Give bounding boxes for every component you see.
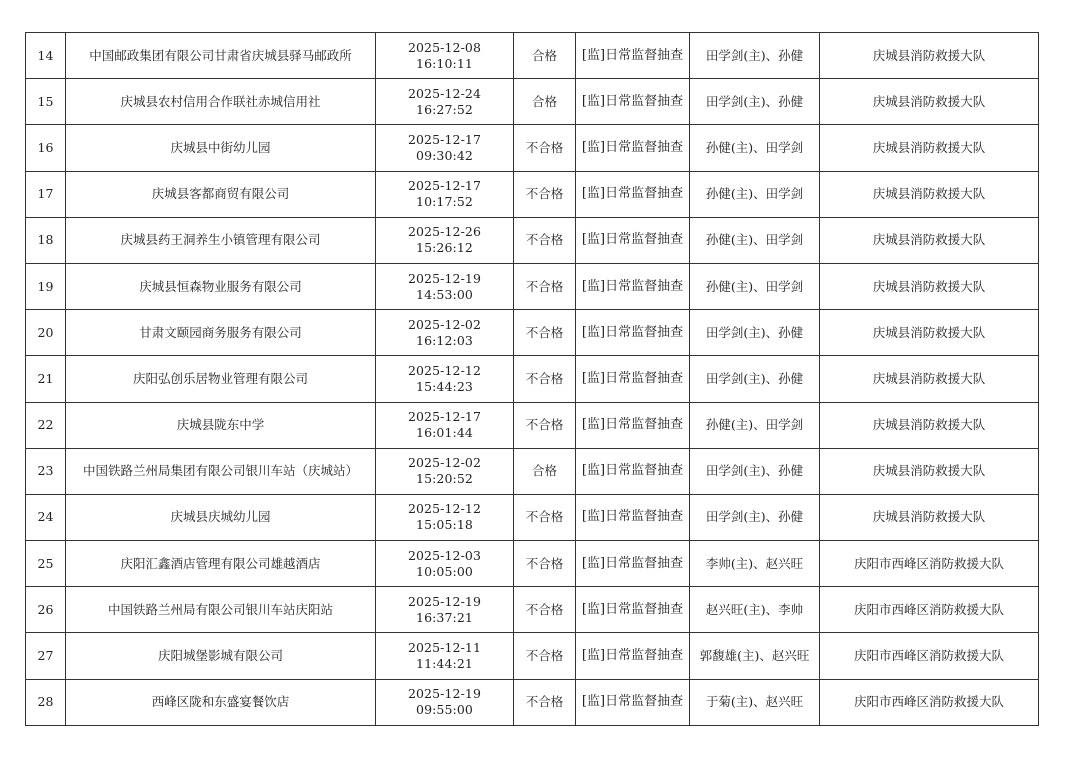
inspectors-cell: 于菊(主)、赵兴旺 bbox=[690, 679, 820, 725]
inspection-time-cell: 2025-12-24 16:27:52 bbox=[376, 79, 514, 125]
row-number-cell: 18 bbox=[26, 217, 66, 263]
company-name-cell: 庆阳弘创乐居物业管理有限公司 bbox=[66, 356, 376, 402]
inspection-result-cell: 合格 bbox=[514, 79, 576, 125]
inspecting-unit-cell: 庆城县消防救援大队 bbox=[820, 402, 1039, 448]
inspection-type-cell: [监]日常监督抽查 bbox=[576, 679, 690, 725]
company-name-cell: 庆城县中街幼儿园 bbox=[66, 125, 376, 171]
row-number-cell: 21 bbox=[26, 356, 66, 402]
company-name-cell: 庆城县恒森物业服务有限公司 bbox=[66, 263, 376, 309]
inspection-type-cell: [监]日常监督抽查 bbox=[576, 587, 690, 633]
inspecting-unit-cell: 庆城县消防救援大队 bbox=[820, 79, 1039, 125]
company-name-cell: 中国铁路兰州局集团有限公司银川车站（庆城站） bbox=[66, 448, 376, 494]
company-name-cell: 庆城县农村信用合作联社赤城信用社 bbox=[66, 79, 376, 125]
inspecting-unit-cell: 庆阳市西峰区消防救援大队 bbox=[820, 541, 1039, 587]
inspection-result-cell: 不合格 bbox=[514, 125, 576, 171]
inspecting-unit-cell: 庆城县消防救援大队 bbox=[820, 310, 1039, 356]
inspectors-cell: 田学剑(主)、孙健 bbox=[690, 494, 820, 540]
inspectors-cell: 孙健(主)、田学剑 bbox=[690, 217, 820, 263]
company-name-cell: 庆城县庆城幼儿园 bbox=[66, 494, 376, 540]
inspecting-unit-cell: 庆阳市西峰区消防救援大队 bbox=[820, 679, 1039, 725]
table-body bbox=[26, 33, 1039, 726]
inspection-time-cell: 2025-12-19 14:53:00 bbox=[376, 263, 514, 309]
row-number-cell: 23 bbox=[26, 448, 66, 494]
inspection-result-cell: 合格 bbox=[514, 33, 576, 79]
inspection-type-cell: [监]日常监督抽查 bbox=[576, 402, 690, 448]
company-name-cell: 庆阳汇鑫酒店管理有限公司雄越酒店 bbox=[66, 541, 376, 587]
row-number-cell: 28 bbox=[26, 679, 66, 725]
inspectors-cell: 孙健(主)、田学剑 bbox=[690, 125, 820, 171]
table-row bbox=[26, 494, 1039, 540]
inspection-type-cell: [监]日常监督抽查 bbox=[576, 633, 690, 679]
inspectors-cell: 田学剑(主)、孙健 bbox=[690, 356, 820, 402]
company-name-cell: 中国铁路兰州局有限公司银川车站庆阳站 bbox=[66, 587, 376, 633]
table-row bbox=[26, 541, 1039, 587]
inspection-type-cell: [监]日常监督抽查 bbox=[576, 494, 690, 540]
inspectors-cell: 郭馥雄(主)、赵兴旺 bbox=[690, 633, 820, 679]
inspection-result-cell: 不合格 bbox=[514, 402, 576, 448]
inspection-type-cell: [监]日常监督抽查 bbox=[576, 310, 690, 356]
table-row bbox=[26, 633, 1039, 679]
inspection-type-cell: [监]日常监督抽查 bbox=[576, 33, 690, 79]
inspectors-cell: 赵兴旺(主)、李帅 bbox=[690, 587, 820, 633]
row-number-cell: 27 bbox=[26, 633, 66, 679]
company-name-cell: 甘肃文颐园商务服务有限公司 bbox=[66, 310, 376, 356]
inspection-time-cell: 2025-12-08 16:10:11 bbox=[376, 33, 514, 79]
inspectors-cell: 李帅(主)、赵兴旺 bbox=[690, 541, 820, 587]
inspectors-cell: 孙健(主)、田学剑 bbox=[690, 263, 820, 309]
inspection-result-cell: 不合格 bbox=[514, 633, 576, 679]
inspectors-cell: 田学剑(主)、孙健 bbox=[690, 79, 820, 125]
table-row bbox=[26, 356, 1039, 402]
inspection-time-cell: 2025-12-03 10:05:00 bbox=[376, 541, 514, 587]
inspection-time-cell: 2025-12-02 15:20:52 bbox=[376, 448, 514, 494]
inspection-result-cell: 不合格 bbox=[514, 587, 576, 633]
inspection-type-cell: [监]日常监督抽查 bbox=[576, 171, 690, 217]
company-name-cell: 西峰区陇和东盛宴餐饮店 bbox=[66, 679, 376, 725]
table-row bbox=[26, 217, 1039, 263]
row-number-cell: 24 bbox=[26, 494, 66, 540]
table-row bbox=[26, 587, 1039, 633]
inspection-type-cell: [监]日常监督抽查 bbox=[576, 263, 690, 309]
row-number-cell: 15 bbox=[26, 79, 66, 125]
inspection-type-cell: [监]日常监督抽查 bbox=[576, 125, 690, 171]
row-number-cell: 25 bbox=[26, 541, 66, 587]
table-row bbox=[26, 171, 1039, 217]
company-name-cell: 中国邮政集团有限公司甘肃省庆城县驿马邮政所 bbox=[66, 33, 376, 79]
table-row bbox=[26, 402, 1039, 448]
row-number-cell: 22 bbox=[26, 402, 66, 448]
inspection-type-cell: [监]日常监督抽查 bbox=[576, 448, 690, 494]
company-name-cell: 庆城县陇东中学 bbox=[66, 402, 376, 448]
row-number-cell: 17 bbox=[26, 171, 66, 217]
inspecting-unit-cell: 庆阳市西峰区消防救援大队 bbox=[820, 587, 1039, 633]
inspection-time-cell: 2025-12-12 15:44:23 bbox=[376, 356, 514, 402]
inspection-result-cell: 不合格 bbox=[514, 263, 576, 309]
row-number-cell: 26 bbox=[26, 587, 66, 633]
table-row bbox=[26, 448, 1039, 494]
inspection-type-cell: [监]日常监督抽查 bbox=[576, 217, 690, 263]
inspecting-unit-cell: 庆阳市西峰区消防救援大队 bbox=[820, 633, 1039, 679]
inspection-time-cell: 2025-12-19 16:37:21 bbox=[376, 587, 514, 633]
inspectors-cell: 孙健(主)、田学剑 bbox=[690, 402, 820, 448]
row-number-cell: 14 bbox=[26, 33, 66, 79]
inspection-result-cell: 合格 bbox=[514, 448, 576, 494]
inspection-time-cell: 2025-12-17 16:01:44 bbox=[376, 402, 514, 448]
inspection-time-cell: 2025-12-19 09:55:00 bbox=[376, 679, 514, 725]
inspection-time-cell: 2025-12-17 09:30:42 bbox=[376, 125, 514, 171]
company-name-cell: 庆城县药王洞养生小镇管理有限公司 bbox=[66, 217, 376, 263]
inspection-result-cell: 不合格 bbox=[514, 679, 576, 725]
table-row bbox=[26, 79, 1039, 125]
inspection-time-cell: 2025-12-11 11:44:21 bbox=[376, 633, 514, 679]
table-row bbox=[26, 263, 1039, 309]
inspection-result-cell: 不合格 bbox=[514, 310, 576, 356]
inspecting-unit-cell: 庆城县消防救援大队 bbox=[820, 33, 1039, 79]
inspection-result-cell: 不合格 bbox=[514, 217, 576, 263]
inspection-result-cell: 不合格 bbox=[514, 171, 576, 217]
inspectors-cell: 田学剑(主)、孙健 bbox=[690, 448, 820, 494]
inspecting-unit-cell: 庆城县消防救援大队 bbox=[820, 171, 1039, 217]
inspecting-unit-cell: 庆城县消防救援大队 bbox=[820, 494, 1039, 540]
company-name-cell: 庆阳城堡影城有限公司 bbox=[66, 633, 376, 679]
inspection-time-cell: 2025-12-17 10:17:52 bbox=[376, 171, 514, 217]
inspectors-cell: 孙健(主)、田学剑 bbox=[690, 171, 820, 217]
inspection-time-cell: 2025-12-26 15:26:12 bbox=[376, 217, 514, 263]
table-row bbox=[26, 33, 1039, 79]
inspectors-cell: 田学剑(主)、孙健 bbox=[690, 310, 820, 356]
inspection-table bbox=[25, 32, 1039, 726]
table-row bbox=[26, 125, 1039, 171]
inspecting-unit-cell: 庆城县消防救援大队 bbox=[820, 125, 1039, 171]
row-number-cell: 19 bbox=[26, 263, 66, 309]
inspectors-cell: 田学剑(主)、孙健 bbox=[690, 33, 820, 79]
inspecting-unit-cell: 庆城县消防救援大队 bbox=[820, 448, 1039, 494]
row-number-cell: 20 bbox=[26, 310, 66, 356]
inspecting-unit-cell: 庆城县消防救援大队 bbox=[820, 263, 1039, 309]
inspection-type-cell: [监]日常监督抽查 bbox=[576, 356, 690, 402]
inspection-type-cell: [监]日常监督抽查 bbox=[576, 79, 690, 125]
table-row bbox=[26, 310, 1039, 356]
inspection-result-cell: 不合格 bbox=[514, 494, 576, 540]
inspecting-unit-cell: 庆城县消防救援大队 bbox=[820, 356, 1039, 402]
inspection-result-cell: 不合格 bbox=[514, 541, 576, 587]
company-name-cell: 庆城县客都商贸有限公司 bbox=[66, 171, 376, 217]
inspection-result-cell: 不合格 bbox=[514, 356, 576, 402]
table-row bbox=[26, 679, 1039, 725]
row-number-cell: 16 bbox=[26, 125, 66, 171]
inspecting-unit-cell: 庆城县消防救援大队 bbox=[820, 217, 1039, 263]
inspection-type-cell: [监]日常监督抽查 bbox=[576, 541, 690, 587]
inspection-time-cell: 2025-12-02 16:12:03 bbox=[376, 310, 514, 356]
inspection-time-cell: 2025-12-12 15:05:18 bbox=[376, 494, 514, 540]
